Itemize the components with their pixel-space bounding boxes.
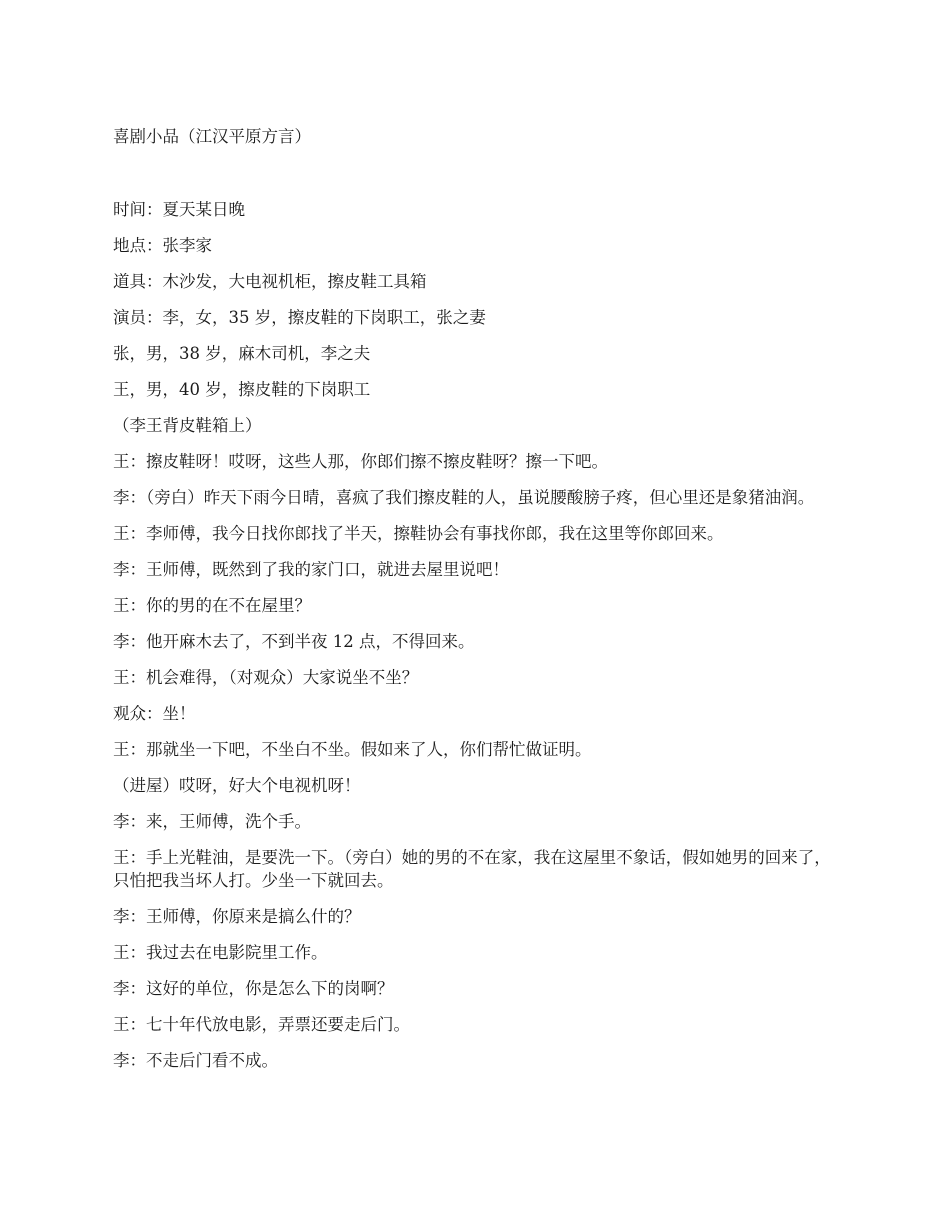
dialogue-line: 王：那就坐一下吧，不坐白不坐。假如来了人，你们帮忙做证明。 — [113, 740, 592, 759]
document-body — [113, 198, 841, 1085]
dialogue-line: （进屋）哎呀，好大个电视机呀！ — [113, 776, 361, 795]
paragraph-time: 时间：夏天某日晚 — [113, 200, 245, 219]
paragraph-cast-zhang: 张，男，38 岁，麻木司机，李之夫 — [113, 344, 371, 363]
document-title: 喜剧小品（江汉平原方言） — [113, 127, 311, 146]
dialogue-line: 王：七十年代放电影，弄票还要走后门。 — [113, 1015, 410, 1034]
paragraph-cast-li: 演员：李，女，35 岁，擦皮鞋的下岗职工，张之妻 — [113, 308, 486, 327]
paragraph-cast-wang: 王，男，40 岁，擦皮鞋的下岗职工 — [113, 380, 371, 399]
dialogue-line: 李：这好的单位，你是怎么下的岗啊？ — [113, 979, 394, 998]
dialogue-line: 王：擦皮鞋呀！哎呀，这些人那，你郎们擦不擦皮鞋呀？擦一下吧。 — [113, 452, 608, 471]
dialogue-line: 李：来，王师傅，洗个手。 — [113, 812, 311, 831]
dialogue-line: 王：我过去在电影院里工作。 — [113, 943, 328, 962]
dialogue-line: 李：（旁白）昨天下雨今日晴，喜疯了我们擦皮鞋的人，虽说腰酸膀子疼，但心里还是象猪油润。 — [113, 488, 815, 507]
paragraph-place: 地点：张李家 — [113, 236, 212, 255]
dialogue-line: 李：不走后门看不成。 — [113, 1051, 278, 1070]
paragraph-props: 道具：木沙发，大电视机柜，擦皮鞋工具箱 — [113, 272, 427, 291]
dialogue-line: 王：你的男的在不在屋里？ — [113, 596, 311, 615]
dialogue-line: 王：手上光鞋油，是要洗一下。（旁白）她的男的不在家，我在这屋里不象话，假如她男的回来了，只怕把我当坏人打。少坐一下就回去。 — [113, 848, 831, 890]
dialogue-line: 观众：坐！ — [113, 704, 196, 723]
dialogue-line: 李：王师傅，既然到了我的家门口，就进去屋里说吧！ — [113, 560, 509, 579]
dialogue-line: 王：李师傅，我今日找你郎找了半天，擦鞋协会有事找你郎，我在这里等你郎回来。 — [113, 524, 724, 543]
dialogue-line: 李：他开麻木去了，不到半夜 12 点，不得回来。 — [113, 632, 475, 651]
paragraph-stage-direction: （李王背皮鞋箱上） — [113, 416, 262, 435]
dialogue-line: 李：王师傅，你原来是搞么什的？ — [113, 907, 361, 926]
dialogue-line: 王：机会难得，（对观众）大家说坐不坐？ — [113, 668, 419, 687]
